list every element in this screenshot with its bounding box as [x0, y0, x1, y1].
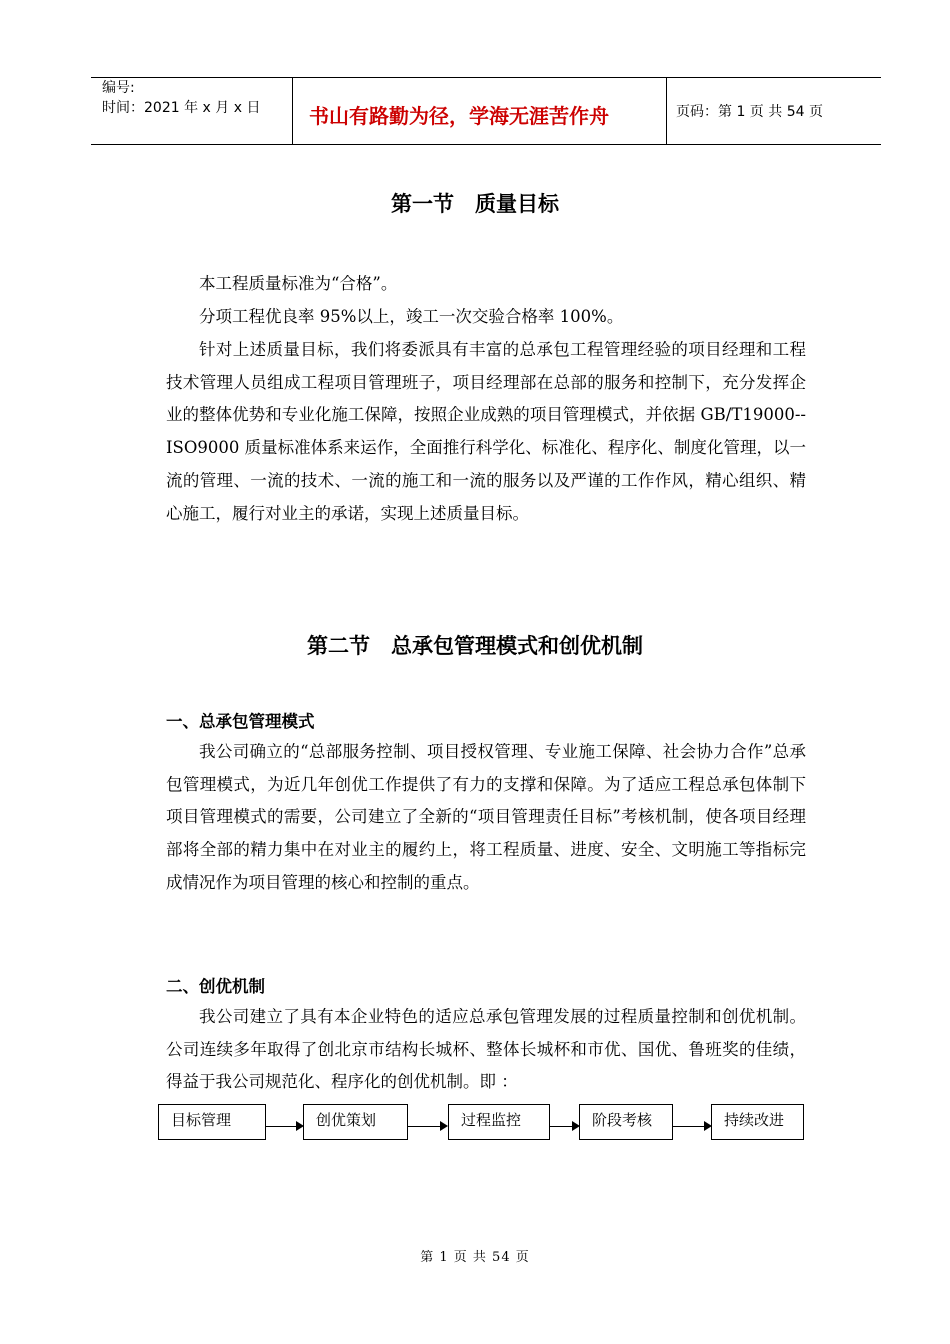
subsection1-paragraph: 我公司确立的“总部服务控制、项目授权管理、专业施工保障、社会协力合作”总承包管理模式，为近几年创优工作提供了有力的支撑和保障。为了适应工程总承包体制下项目管理模式的需要，公司建立了全新的“项目管理责任目标”考核机制，使各项目经理部将全部的精力集中在对业主的履约上，将工程质量、进度、安全、文明施工等指标完成情况作为项目管理的核心和控制的重点。	[166, 742, 806, 892]
header-top-rule	[91, 77, 881, 78]
flow-arrow-3	[550, 1126, 572, 1127]
flow-arrowhead-2	[440, 1121, 448, 1131]
subsection1-title: 一、总承包管理模式	[166, 712, 315, 731]
header-code-label: 编号:	[102, 80, 135, 96]
section1-paragraph-2: 分项工程优良率 95%以上，竣工一次交验合格率 100%。	[199, 307, 624, 326]
flow-step-planning: 创优策划	[303, 1104, 408, 1140]
flow-step-target-management: 目标管理	[158, 1104, 266, 1140]
header-divider-right	[666, 78, 667, 145]
flow-arrow-4	[673, 1126, 704, 1127]
section1-title: 第一节 质量目标	[391, 192, 559, 216]
section1-paragraph-3: 针对上述质量目标，我们将委派具有丰富的总承包工程管理经验的项目经理和工程技术管理人员组成工程项目管理班子，项目经理部在总部的服务和控制下，充分发挥企业的整体优势和专业化施工保障，按照企业成熟的项目管理模式，并依据 GB/T19000--ISO9000 质量标准体系来运作，全面推行科学化、标准化、程序化、制度化管理，以一流的管理、一流的技术、一流的施工和一流的服务以及严谨的工作作风，精心组织、精心施工，履行对业主的承诺，实现上述质量目标。	[166, 340, 806, 523]
subsection2-paragraph: 我公司建立了具有本企业特色的适应总承包管理发展的过程质量控制和创优机制。公司连续多年取得了创北京市结构长城杯、整体长城杯和市优、国优、鲁班奖的佳绩，得益于我公司规范化、程序化的创优机制。即 ：	[166, 1007, 806, 1092]
header-bottom-rule	[91, 144, 881, 145]
flow-step-stage-assessment: 阶段考核	[579, 1104, 673, 1140]
header-page-info: 页码：第 1 页 共 54 页	[676, 104, 823, 120]
flow-step-monitoring: 过程监控	[448, 1104, 550, 1140]
page-footer: 第 1 页 共 54 页	[420, 1250, 530, 1265]
flow-arrow-2	[408, 1126, 440, 1127]
flow-arrow-1	[266, 1126, 296, 1127]
section2-title: 第二节 总承包管理模式和创优机制	[307, 634, 643, 658]
flow-step-continuous-improvement: 持续改进	[711, 1104, 804, 1140]
section1-paragraph-1: 本工程质量标准为“合格”。	[199, 274, 398, 293]
header-time-label: 时间：2021 年 x 月 x 日	[102, 100, 261, 116]
header-divider-left	[292, 78, 293, 145]
header-motto: 书山有路勤为径，学海无涯苦作舟	[309, 104, 609, 128]
subsection2-title: 二、创优机制	[166, 977, 265, 996]
